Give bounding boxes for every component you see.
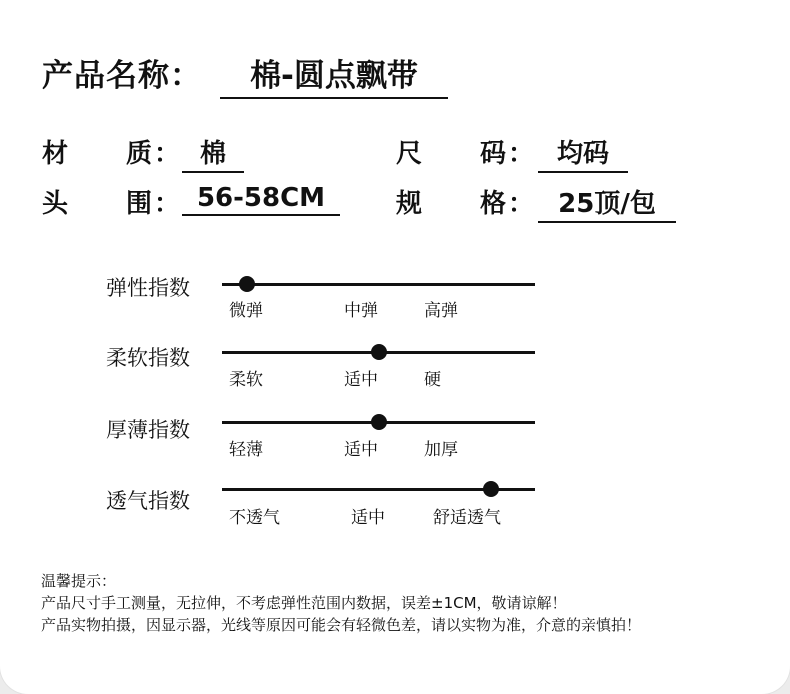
spec-pack-char2: 格 — [480, 189, 507, 219]
index-tick-label: 适中 — [344, 370, 378, 390]
spec-size-char1: 尺 — [396, 139, 423, 169]
warm-tips-line: 产品实物拍摄，因显示器，光线等原因可能会有轻微色差，请以实物为准，介意的亲慎拍！ — [41, 616, 642, 634]
spec-size — [396, 133, 646, 169]
spec-material — [42, 133, 262, 169]
index-tick-label: 舒适透气 — [433, 508, 501, 528]
index-level-marker — [371, 414, 387, 430]
index-tick-label: 加厚 — [424, 440, 458, 460]
index-label: 弹性指数 — [106, 276, 190, 300]
index-row-softness — [0, 339, 790, 399]
spec-pack — [396, 183, 686, 219]
index-tick-label: 柔软 — [229, 370, 263, 390]
index-label: 厚薄指数 — [106, 418, 190, 442]
index-tick-label: 适中 — [344, 440, 378, 460]
warm-tips-line: 产品尺寸手工测量，无拉伸，不考虑弹性范围内数据，误差±1CM，敬请谅解！ — [41, 594, 567, 612]
index-level-marker — [239, 276, 255, 292]
spec-pack-colon: ： — [508, 189, 535, 219]
spec-size-colon: ： — [508, 139, 535, 169]
index-row-breathability — [0, 476, 790, 536]
spec-head-char2: 围 — [126, 189, 153, 219]
index-level-marker — [371, 344, 387, 360]
spec-head-colon: ： — [154, 189, 181, 219]
index-tick-label: 不透气 — [229, 508, 280, 528]
warm-tips — [41, 570, 641, 636]
warm-tips-heading: 温馨提示： — [41, 572, 117, 590]
index-tick-label: 中弹 — [344, 301, 378, 321]
spec-size-value: 均码 — [538, 133, 628, 173]
spec-material-char1: 材 — [42, 139, 69, 169]
spec-material-char2: 质 — [126, 139, 153, 169]
spec-head-char1: 头 — [42, 189, 69, 219]
spec-pack-value: 25顶/包 — [538, 183, 676, 223]
product-name-value: 棉-圆点飘带 — [220, 50, 448, 99]
spec-material-value: 棉 — [182, 133, 244, 173]
index-scale-line — [222, 283, 535, 286]
index-tick-label: 适中 — [351, 508, 385, 528]
index-label: 透气指数 — [106, 489, 190, 513]
index-tick-label: 高弹 — [424, 301, 458, 321]
index-level-marker — [483, 481, 499, 497]
spec-material-colon: ： — [154, 139, 181, 169]
spec-size-char2: 码 — [480, 139, 507, 169]
spec-head-value: 56-58CM — [182, 183, 340, 216]
index-label: 柔软指数 — [106, 346, 190, 370]
spec-pack-char1: 规 — [396, 189, 423, 219]
product-name-label: 产品名称： — [42, 58, 202, 94]
index-tick-label: 硬 — [424, 370, 441, 390]
index-tick-label: 微弹 — [229, 301, 263, 321]
spec-head — [42, 183, 352, 219]
index-tick-label: 轻薄 — [229, 440, 263, 460]
index-row-elasticity — [0, 270, 790, 330]
index-row-thickness — [0, 409, 790, 469]
